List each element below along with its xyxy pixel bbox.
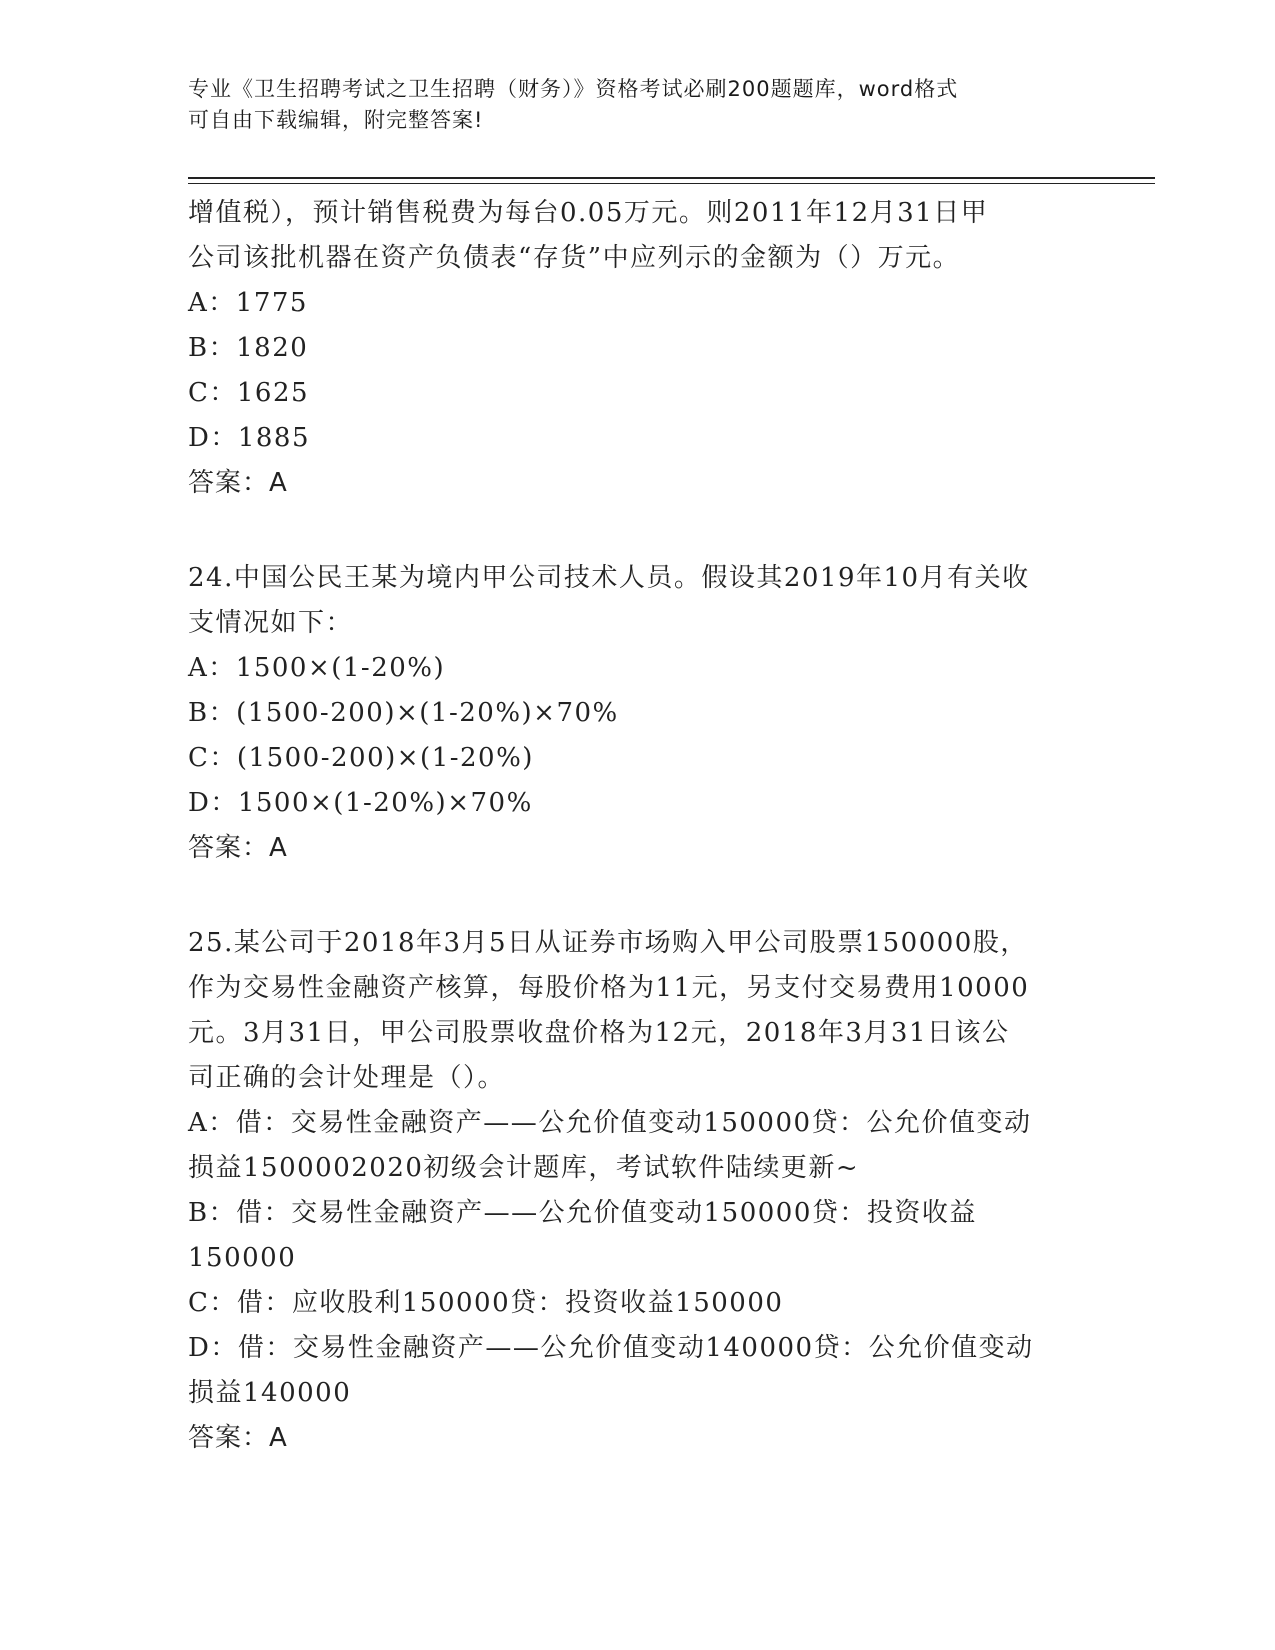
option-d: D：1500×(1-20%)×70% <box>188 788 533 818</box>
question-text-line: 司正确的会计处理是（）。 <box>188 1063 506 1093</box>
question-text-line: 25.某公司于2018年3月5日从证券市场购入甲公司股票150000股， <box>188 928 1028 958</box>
question-text-line: 元。3月31日，甲公司股票收盘价格为12元，2018年3月31日该公 <box>188 1018 1010 1048</box>
spacer <box>188 871 1088 921</box>
option-c: C：1625 <box>188 378 310 408</box>
question-text-line: 作为交易性金融资产核算，每股价格为11元，另支付交易费用10000 <box>188 973 1030 1003</box>
option-c: C：借：应收股利150000贷：投资收益150000 <box>188 1288 784 1318</box>
question-25 <box>188 921 1088 1461</box>
option-a: A：借：交易性金融资产——公允价值变动150000贷：公允价值变动 <box>188 1108 1032 1138</box>
option-a: A：1775 <box>188 288 308 318</box>
document-body <box>188 191 1088 1461</box>
question-text-line: 支情况如下： <box>188 608 354 638</box>
answer-line: 答案：A <box>188 468 288 498</box>
option-d: D：1885 <box>188 423 311 453</box>
header-divider-thin <box>188 183 1155 184</box>
spacer <box>188 506 1088 556</box>
option-c: C：(1500-200)×(1-20%) <box>188 743 534 773</box>
header-title-line-1: 专业《卫生招聘考试之卫生招聘（财务）》资格考试必刷200题题库，word格式 <box>188 77 959 101</box>
answer-line: 答案：A <box>188 1423 288 1453</box>
document-header <box>188 74 1088 136</box>
header-divider-thick <box>188 177 1155 179</box>
header-title-line-2: 可自由下载编辑，附完整答案! <box>188 108 484 132</box>
answer-line: 答案：A <box>188 833 288 863</box>
option-b: B：1820 <box>188 333 309 363</box>
question-24 <box>188 556 1088 871</box>
question-text-line: 增值税），预计销售税费为每台0.05万元。则2011年12月31日甲 <box>188 198 989 228</box>
question-text-line: 公司该批机器在资产负债表“存货”中应列示的金额为（）万元。 <box>188 243 961 273</box>
option-b: B：借：交易性金融资产——公允价值变动150000贷：投资收益 <box>188 1198 977 1228</box>
option-a: A：1500×(1-20%) <box>188 653 446 683</box>
option-b-continued: 150000 <box>188 1243 297 1273</box>
option-d-continued: 损益140000 <box>188 1378 352 1408</box>
question-text-line: 24.中国公民王某为境内甲公司技术人员。假设其2019年10月有关收 <box>188 563 1030 593</box>
question-23 <box>188 191 1088 506</box>
option-b: B：(1500-200)×(1-20%)×70% <box>188 698 619 728</box>
option-a-continued: 损益1500002020初级会计题库，考试软件陆续更新~ <box>188 1153 860 1183</box>
option-d: D：借：交易性金融资产——公允价值变动140000贷：公允价值变动 <box>188 1333 1034 1363</box>
